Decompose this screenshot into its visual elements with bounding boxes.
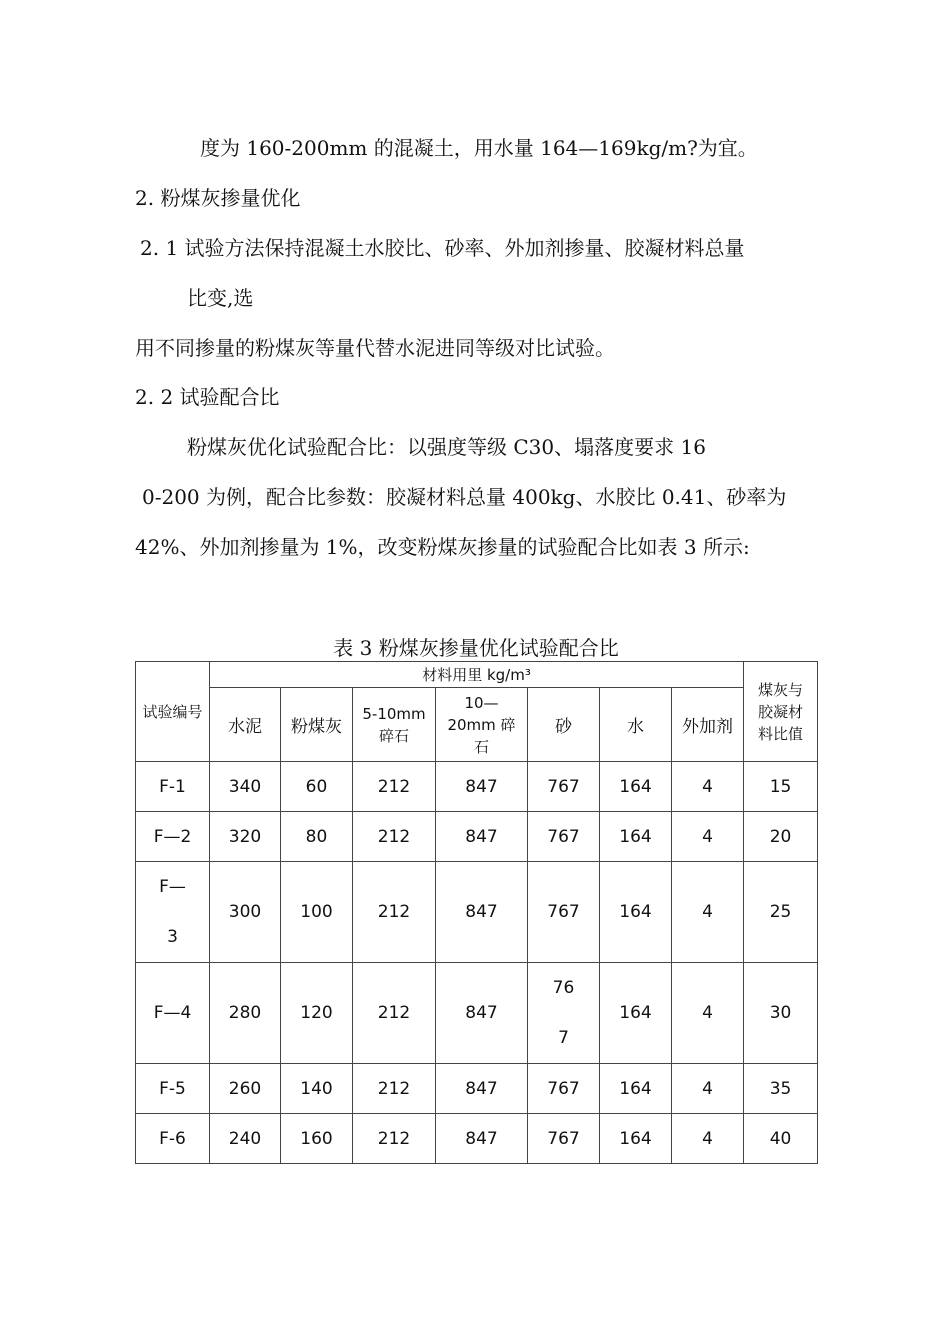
- cell-ratio: 20: [744, 812, 818, 862]
- cell-gravel-small: 212: [353, 762, 436, 812]
- cell-sand-line2: 7: [558, 1028, 569, 1048]
- cell-gravel-small: 212: [353, 1114, 436, 1164]
- table-row: [136, 963, 818, 1064]
- header-gravel-5-10: 5-10mm 碎石: [353, 688, 436, 762]
- cell-fly-ash: 60: [281, 762, 353, 812]
- header-cement: 水泥: [210, 688, 281, 762]
- header-fly-ash-ratio: 煤灰与胶凝材料比值: [744, 662, 818, 762]
- paragraph-line: 0-200 为例，配合比参数：胶凝材料总量 400kg、水胶比 0.41、砂率为: [142, 485, 787, 509]
- subsection-heading: 2. 1 试验方法保持混凝土水胶比、砂率、外加剂掺量、胶凝材料总量: [140, 236, 745, 260]
- cell-ratio: 25: [744, 862, 818, 963]
- cell-id: F—4: [136, 963, 210, 1064]
- cell-sand: 767: [528, 862, 600, 963]
- cell-fly-ash: 100: [281, 862, 353, 963]
- section-heading: 2. 粉煤灰掺量优化: [135, 186, 301, 210]
- header-fly-ash: 粉煤灰: [281, 688, 353, 762]
- cell-id-line2: 3: [167, 927, 178, 947]
- cell-id: F-5: [136, 1064, 210, 1114]
- cell-id-line1: F—: [159, 877, 186, 897]
- header-gravel-10-20: 10—20mm 碎石: [436, 688, 528, 762]
- table-row: [136, 762, 818, 812]
- cell-admixture: 4: [672, 963, 744, 1064]
- cell-gravel-large: 847: [436, 1114, 528, 1164]
- cell-water: 164: [600, 762, 672, 812]
- cell-gravel-small: 212: [353, 963, 436, 1064]
- cell-ratio: 40: [744, 1114, 818, 1164]
- cell-ratio: 15: [744, 762, 818, 812]
- cell-ratio: 35: [744, 1064, 818, 1114]
- cell-fly-ash: 120: [281, 963, 353, 1064]
- cell-water: 164: [600, 862, 672, 963]
- subsection-heading: 2. 2 试验配合比: [135, 385, 280, 409]
- cell-admixture: 4: [672, 1064, 744, 1114]
- cell-cement: 260: [210, 1064, 281, 1114]
- cell-gravel-large: 847: [436, 963, 528, 1064]
- cell-water: 164: [600, 1114, 672, 1164]
- cell-gravel-small: 212: [353, 1064, 436, 1114]
- table-row: [136, 862, 818, 963]
- cell-cement: 340: [210, 762, 281, 812]
- paragraph-line: 用不同掺量的粉煤灰等量代替水泥进同等级对比试验。: [135, 336, 615, 360]
- table-row: [136, 1114, 818, 1164]
- paragraph-line: 粉煤灰优化试验配合比：以强度等级 C30、塌落度要求 16: [187, 435, 706, 459]
- cell-fly-ash: 140: [281, 1064, 353, 1114]
- table-row: [136, 812, 818, 862]
- cell-water: 164: [600, 1064, 672, 1114]
- header-water: 水: [600, 688, 672, 762]
- cell-gravel-large: 847: [436, 1064, 528, 1114]
- header-admixture: 外加剂: [672, 688, 744, 762]
- cell-sand-line1: 76: [552, 978, 575, 998]
- cell-water: 164: [600, 812, 672, 862]
- cell-id: [136, 862, 210, 963]
- cell-admixture: 4: [672, 812, 744, 862]
- header-material-amount: 材料用里 kg/m³: [210, 662, 744, 688]
- cell-admixture: 4: [672, 762, 744, 812]
- cell-sand: 767: [528, 762, 600, 812]
- cell-gravel-small: 212: [353, 812, 436, 862]
- cell-id: F-1: [136, 762, 210, 812]
- cell-cement: 240: [210, 1114, 281, 1164]
- paragraph-line: 42%、外加剂掺量为 1%，改变粉煤灰掺量的试验配合比如表 3 所示:: [135, 535, 750, 559]
- cell-gravel-large: 847: [436, 762, 528, 812]
- cell-sand: 767: [528, 812, 600, 862]
- cell-sand: 767: [528, 1114, 600, 1164]
- cell-fly-ash: 160: [281, 1114, 353, 1164]
- cell-gravel-small: 212: [353, 862, 436, 963]
- paragraph-line: 比变,选: [187, 286, 254, 310]
- cell-id: F—2: [136, 812, 210, 862]
- table-row: [136, 1064, 818, 1114]
- cell-admixture: 4: [672, 1114, 744, 1164]
- cell-fly-ash: 80: [281, 812, 353, 862]
- table-caption: 表 3 粉煤灰掺量优化试验配合比: [333, 636, 619, 660]
- cell-water: 164: [600, 963, 672, 1064]
- header-sand: 砂: [528, 688, 600, 762]
- cell-cement: 320: [210, 812, 281, 862]
- mix-ratio-table: [135, 661, 818, 1164]
- cell-sand: [528, 963, 600, 1064]
- cell-gravel-large: 847: [436, 812, 528, 862]
- paragraph-line: 度为 160-200mm 的混凝土，用水量 164—169kg/m?为宜。: [200, 136, 758, 160]
- cell-sand: 767: [528, 1064, 600, 1114]
- cell-cement: 280: [210, 963, 281, 1064]
- cell-admixture: 4: [672, 862, 744, 963]
- cell-gravel-large: 847: [436, 862, 528, 963]
- cell-id: F-6: [136, 1114, 210, 1164]
- cell-cement: 300: [210, 862, 281, 963]
- header-test-id: 试验编号: [136, 662, 210, 762]
- cell-ratio: 30: [744, 963, 818, 1064]
